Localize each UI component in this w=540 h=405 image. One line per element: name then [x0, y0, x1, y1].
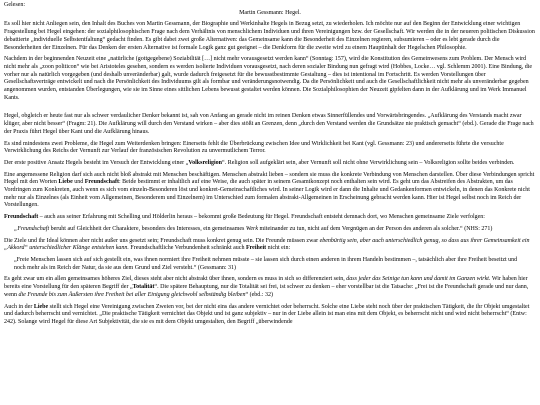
paragraph-totalitaet — [4, 276, 536, 299]
text-span: und — [72, 179, 85, 186]
text-span: “. Die spätere Behauptung, nur die Totalität sei frei, ist schwer zu denken – eher vorstellbar ist die Tatsache: „Frei ist die Freundschaft gerade und nur dann, wenn — [4, 284, 529, 298]
block-quote-freundschaft — [14, 226, 530, 234]
paragraph-neuzeit: Nachdem in der beginnenden Neuzeit eine „natürliche (gottgegebene) Soziabilität […] nicht mehr vorausgesetzt werden kann“ (Sonntag: 157), wird die Konstitution des Gemeinwesens zum Problem. Der Mensch wird nicht mehr als „zoon politicon“ wie bei Aristoteles gesehen, sondern es werden isolierte Individuen vorausgesetzt, nach deren sozialer Bindung nun gefragt wird (Hobbes, Locke… vgl. Schlemm 2001). Eine Bindung, die vorher nur als natürlich vorgegeben (und deshalb unveränderbar) galt, wurde dadurch freigesetzt für die bewusstbestimmte Gestaltung – dies ist intentional im Fortschritt. Es werden Vorstellungen über Gesellschaftsverträge entwickelt und nach die Persönlichkeit des Individuums gilt als formbar und veränderungsnotwendig. Da die Persönlichkeit und auch die Gesellschaftlichkeit nicht mehr als unveränderbar gegeben angenommen wurden, entstanden Überlegungen, wie sie im Sinne eines sittlichen Lebens bewusst gestaltet werden können. Die Sozialphilosophien der Neuzeit gipfelten dann in der Aufklärung und im Werk Immanuel Kants. — [4, 56, 533, 101]
bold-term-liebe: Liebe — [33, 303, 49, 310]
text-span: “ (ebd.: 32) — [245, 291, 273, 298]
italic-span: „Freundschaft — [14, 225, 50, 232]
bold-term-liebe: Liebe — [58, 179, 73, 186]
italic-span: Werk — [245, 225, 258, 232]
paragraph-freundschaft — [4, 214, 536, 222]
italic-span: dass jeder das Seinige tun kann und damit im Ganzen wirkt. — [346, 276, 491, 283]
paragraph-hegel-aufklaerung: Hegel, obgleich er heute fast nur als schwer verdaulicher Denker bekannt ist, sah von Anfang an gerade nicht im reinen Denken etwas Sinnerfüllendes und Vorwärtsbringendes. „Aufklärung des Verstands macht zwar klüger, aber nicht besser“ (Fragm: 21). Die Aufklärung will durch den Verstand wirken – aber dies stößt an Grenzen, denn „durch den Verstand werden die Grundsätze nie praktisch gemacht“ (ebd.). Gerade die Frage nach der Praxis führt Hegel über Kant und die Aufklärung hinaus. — [4, 113, 534, 135]
text-span: nicht ein: — [266, 245, 291, 252]
text-span: Es geht zwar um ein allen gemeinsames höheres Ziel, dieses steht aber nicht abstrakt über ihnen, sondern es muss in sich so differenziert sein, — [4, 276, 347, 283]
italic-span: ebenbürtig sein, aber auch unterschiedlich genug, so dass aus ihrer Gemeinsamkeit ein „Akkord“ unterschiedlicher Klänge entstehen kann. — [4, 237, 530, 252]
read-label: Gelesen: — [4, 2, 25, 8]
text-span: beruht auf Gleichheit der Charaktere, besonders des Interesses, ein gemeinsames — [49, 225, 246, 232]
document-title: Martin Gessmann: Hegel. — [239, 9, 301, 16]
bold-term-freundschaft: Freundschaft — [84, 179, 119, 186]
text-span: Auch in der — [4, 303, 34, 310]
text-span: – auch aus seiner Erfahrung mit Schelling und Hölderlin heraus – bekommt große Bedeutung für Hegel. Freundschaft entsteht demnach dort, wo Menschen gemeinsame Ziele verfolgen: — [38, 214, 485, 221]
paragraph-two-problems: Es sind mindestens zwei Probleme, die Hegel zum Weiterdenken bringen: Einerseits fehlt die Überbrückung zwischen Idee und Wirklichkeit bei Kant (vgl. Gessmann: 23) und andererseits führte die versuchte Verwirklichung des Reichs der Vernunft zur Verlauf der französischen Revolution zu unvermutlichem Terror. — [4, 140, 504, 155]
block-quote-freiheit: „Freie Menschen lassen sich auf sich gestellt ein, was ihnen normiert ihre Freiheit nehmen müsste – sie lassen sich durch einen anderen in ihrem Handeln bestimmen –, tatsächlich aber ihre Freiheit beseitzt und noch mehr als im Reich der Natur, da sie aus dem Grund und Ziel versteht.“ (Gessmann: 31) — [14, 256, 518, 271]
text-span: Freundschaftliche Verbundenheit schränkt auch — [128, 245, 246, 252]
paragraph-liebe-freundschaft — [4, 172, 536, 211]
text-span: Der erste positive Ansatz Hegels besteht im Versuch der Entwicklung einer „ — [4, 159, 189, 166]
bold-term-freundschaft: Freundschaft — [4, 214, 39, 221]
text-span: : Beide bestimmt er inhaltlich auf eine Weise, die auch später in seinem Gesamtkonzept noch enthalten sein wird. Es geht um das Abstreifen des Abstrakten, um das Vordringen zum Konkreten, auch wenn es sich vom einzeln-Besonderen löst und konkret-Gemeinschaftliches wird. In seiner Logik wird er dann die Inhalte und Gedankenformen entwickeln, in denen das Konkrete nicht mehr nur als Einzelnes (als Einheit vom Allgemeinen, Besonderem und Einzelnem) im Unterschied zum formalen abstrakt-Allgemeinen in Erscheinung gebracht werden kann. Hier ist Hegel selbst noch im Reich der Vorstellungen. — [4, 179, 530, 209]
italic-span: die Freunde bis zum Äußersten ihre Freiheit bei aller Einigung gleichwohl selbständig bleiben — [18, 291, 246, 298]
paragraph-ziele-ideal — [4, 238, 536, 253]
text-span: “. Religion soll aufgeklärt sein, aber Vernunft soll nicht ohne Verwirklichung sein – Volksreligion sollte beides verbinden. — [222, 159, 515, 166]
bold-term-freiheit: Freiheit — [245, 245, 267, 252]
bold-term-volksreligion: Volksreligion — [188, 159, 223, 166]
text-span: Die Ziele und ihr Ideal können aber nicht außer uns gesetzt sein; Freundschaft muss konkret genug sein. Die Freunde müssen zwar — [4, 237, 320, 244]
text-span: stellt sich Hegel eine Vereinigung zwischen Zweien vor, bei der nicht eins das andere vernichtet oder beherrscht. Solche eine Liebe steht noch über der praktischen Tätigkeit, die ihr Objekt umgestaltet und dadurch beherrscht und vernichtet. „Die praktische Tätigkeit vernichtet das Objekt und ist ganz subjektiv – nur in der Liebe allein ist man eins mit dem Objekt, es beherrscht nicht und wird nicht beherrscht“ (Entw: 242). Solange wird Hegel für diese Art Subjektivität, die sie es mit dem Objekt umgestalten, den Begriff „überwindende — [4, 303, 530, 325]
text-span: Wir haben hier bereits eine Vorstellung für den späteren Begriff der „ — [4, 276, 528, 291]
paragraph-liebe — [4, 304, 536, 327]
text-span: Eine angemessene Religion darf sich auch nicht bloß abstrakt mit Menschen beschäftigen. Menschen abstrakt lieben – sondern sie muss die konkrete Verbindung von Menschen darstellen. Über diese Verbindungen spricht Hegel mit den Worten — [4, 171, 535, 186]
paragraph-intro: Es soll hier nicht Anliegen sein, den Inhalt des Buches von Martin Gessmann, der Biographie und Werkinhalte Hegels in Bezug setzt, zu wiederholen. Ich möchte nur auf den Beginn der Entwicklung einer wichtigen Fragestellung bei Hegel eingehen: der sozialphilosophischen Frage nach dem Verhältnis von menschlichem Individuen und ihren Vereinigungen bzw. der Gesellschaft. Wir werden die in der neueren politischen Diskussion debattierte „individuelle Selbstentfaltung“ gedacht finden. Es gibt dabei zwei große Alternativen: das Gemeinsame kann die Besonderheit des Einzelnen regieren, subsumieren – oder es lebt gerade durch die Besonderheiten der Einzelnen. Für das Denken der ersten Alternative ist formale Logik ganz gut geeignet – die Denkform für die zweite wird zu einem Hauptinhalt der Hegelschen Philosophie. — [4, 21, 535, 51]
bold-term-totalitaet: Totalität — [132, 284, 155, 291]
paragraph-volksreligion — [4, 160, 536, 168]
text-span: miteinander zu tun, nicht auf dem Vergnügen an der Person des anderen als solcher.“ (NHS: 271) — [257, 225, 493, 232]
